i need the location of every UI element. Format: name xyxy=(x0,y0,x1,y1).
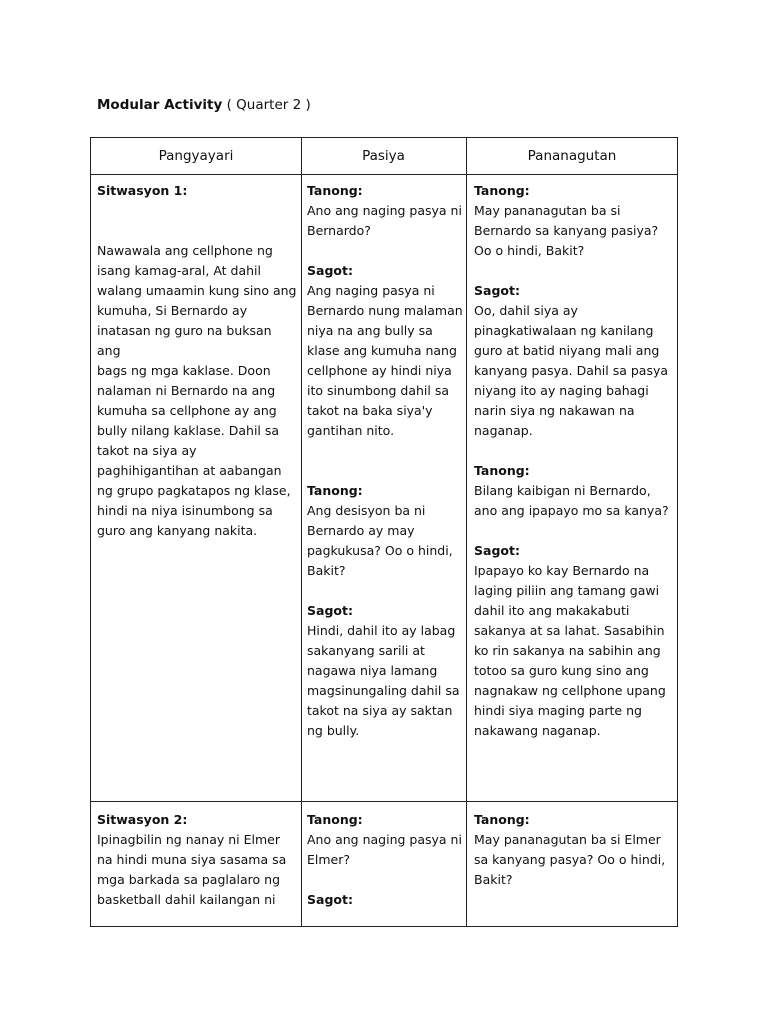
question-label: Tanong: xyxy=(307,483,363,498)
situation-text: Nawawala ang cellphone ng isang kamag-aral, At dahil walang umaamin kung sino ang kumuha, Si Bernardo ay inatasan ng guro na buksan ang bags ng mga kaklase. Doon nalaman ni Bernardo na ang kumuha sa cellphone ay ang bully nilang kaklase. Dahil sa takot na siya ay paghihigantihan at aabangan ng grupo pagkatapos ng klase, hindi na niya isinumbong sa guro ang kanyang nakita. xyxy=(97,243,297,538)
question-text: May pananagutan ba si Bernardo sa kanyang pasiya? Oo o hindi, Bakit? xyxy=(474,203,659,258)
situation-text: Ipinagbilin ng nanay ni Elmer na hindi muna siya sasama sa mga barkada sa paglalaro ng basketball dahil kailangan ni xyxy=(97,832,287,907)
header-pananagutan: Pananagutan xyxy=(527,148,617,164)
question-text: Ano ang naging pasya ni Bernardo? xyxy=(307,203,462,238)
answer-text: Oo, dahil siya ay pinagkatiwalaan ng kanilang guro at batid niyang mali ang kanyang pasya. Dahil sa pasya niyang ito ay naging bahagi narin siya ng nakawan na naganap. xyxy=(474,303,669,438)
answer-label: Sagot: xyxy=(474,283,520,298)
question-text: Ano ang naging pasya ni Elmer? xyxy=(307,832,462,867)
answer-label: Sagot: xyxy=(307,892,353,907)
pananagutan-2-cell xyxy=(474,810,678,890)
situation-label: Sitwasyon 1: xyxy=(97,183,188,198)
question-label: Tanong: xyxy=(474,812,530,827)
document-title xyxy=(97,96,311,114)
activity-table xyxy=(90,137,678,927)
question-label: Tanong: xyxy=(474,463,530,478)
column-divider xyxy=(466,138,467,926)
answer-text: Ipapayo ko kay Bernardo na laging piliin ang tamang gawi dahil ito ang makakabuti sakanya at sa lahat. Sasabihin ko rin sakanya na sabihin ang totoo sa guro kung sino ang nagnakaw ng cellphone upang hindi siya maging parte ng nakawang naganap. xyxy=(474,563,666,738)
question-text: Ang desisyon ba ni Bernardo ay may pagkukusa? Oo o hindi, Bakit? xyxy=(307,503,453,578)
pasiya-2-cell xyxy=(307,810,463,910)
situation-1-cell xyxy=(97,181,297,541)
title-main: Modular Activity xyxy=(97,97,223,113)
title-quarter: ( Quarter 2 ) xyxy=(222,97,311,113)
answer-label: Sagot: xyxy=(307,263,353,278)
question-label: Tanong: xyxy=(307,183,363,198)
answer-text: Hindi, dahil ito ay labag sakanyang sarili at nagawa niya lamang magsinungaling dahil sa takot na siya ay saktan ng bully. xyxy=(307,623,460,738)
question-label: Tanong: xyxy=(307,812,363,827)
answer-text: Ang naging pasya ni Bernardo nung malaman niya na ang bully sa klase ang kumuha nang cellphone ay hindi niya ito sinumbong dahil sa takot na baka siya'y gantihan nito. xyxy=(307,283,463,438)
header-pangyayari: Pangyayari xyxy=(158,148,234,164)
pasiya-1-cell xyxy=(307,181,463,741)
row-divider xyxy=(91,801,677,802)
situation-2-cell xyxy=(97,810,297,910)
pananagutan-1-cell xyxy=(474,181,678,741)
answer-label: Sagot: xyxy=(307,603,353,618)
row-divider xyxy=(91,174,677,175)
question-text: May pananagutan ba si Elmer sa kanyang pasya? Oo o hindi, Bakit? xyxy=(474,832,666,887)
question-label: Tanong: xyxy=(474,183,530,198)
question-text: Bilang kaibigan ni Bernardo, ano ang ipapayo mo sa kanya? xyxy=(474,483,669,518)
header-pasiya: Pasiya xyxy=(362,148,405,164)
situation-label: Sitwasyon 2: xyxy=(97,812,188,827)
answer-label: Sagot: xyxy=(474,543,520,558)
column-divider xyxy=(301,138,302,926)
